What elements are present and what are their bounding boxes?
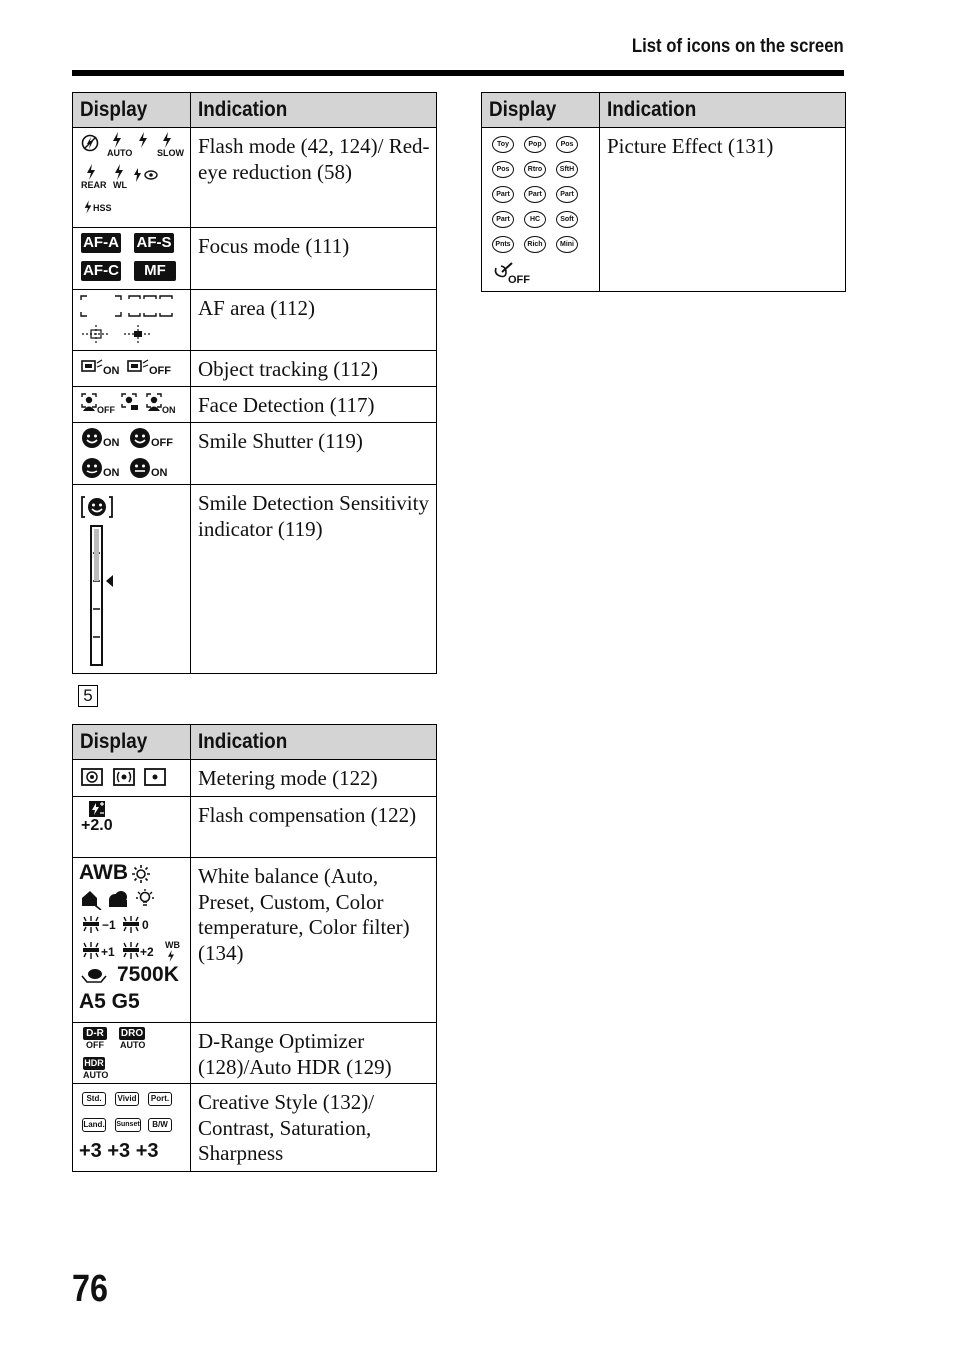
style-vivid-icon: Vivid [115, 1092, 139, 1106]
object-tracking-off-label: OFF [149, 365, 171, 377]
wb-fluor-0-label: 0 [142, 918, 149, 932]
effect-partial-color-yellow-icon: Part [492, 211, 514, 228]
effect-posterization-bw-icon: Pos [492, 161, 514, 178]
picture-effect-indication: Picture Effect (131) [600, 128, 846, 292]
effect-rich-tone-mono-icon: Rich [524, 236, 546, 253]
wb-flash-icon [166, 950, 176, 962]
wb-fluorescent-0-icon [121, 916, 141, 934]
smile-normal-on-label: ON [103, 467, 120, 479]
wb-awb-label: AWB [79, 861, 128, 884]
white-balance-indication: White balance (Auto, Preset, Custom, Color temperature, Color filter) (134) [191, 858, 437, 1023]
dro-auto-label: AUTO [120, 1040, 146, 1050]
flash-compensation-value: +2.0 [81, 817, 113, 834]
hdr-auto-label: AUTO [83, 1070, 109, 1080]
flash-slow-label: SLOW [157, 148, 184, 158]
hdr-auto-icon: HDR [84, 1058, 104, 1068]
af-area-wide-icon [79, 294, 123, 318]
wb-fluor-plus1-label: +1 [101, 945, 115, 959]
smile-normal-on-icon [81, 457, 103, 479]
creative-style-indication: Creative Style (132)/ Contrast, Saturation, Sharpness [191, 1084, 437, 1172]
smile-shutter-display [73, 423, 191, 485]
icons-table-right [481, 92, 846, 292]
style-standard-icon: Std. [82, 1092, 106, 1106]
smile-sensitivity-icon [81, 495, 113, 519]
flash-rear-label: REAR [81, 180, 107, 190]
flash-wl-label: WL [113, 180, 127, 190]
smile-shutter-indication: Smile Shutter (119) [191, 423, 437, 485]
smile-slight-on-label: ON [151, 467, 168, 479]
flash-hss-icon [83, 200, 93, 214]
face-detection-on-icon [146, 393, 162, 411]
focus-af-s-icon: AF-S [134, 233, 174, 253]
smile-off-icon [129, 427, 151, 449]
wb-tungsten-icon [135, 888, 155, 908]
flash-compensation-indication: Flash compensation (122) [191, 797, 437, 858]
effect-toy-camera-icon: Toy [492, 136, 514, 153]
smile-sensitivity-display [73, 485, 191, 674]
af-area-indication: AF area (112) [191, 290, 437, 351]
af-area-spot-icon [81, 324, 111, 344]
metering-mode-display [73, 760, 191, 797]
effect-pop-color-icon: Pop [524, 136, 546, 153]
style-sunset-icon: Sunset [115, 1118, 141, 1132]
effect-miniature-icon: Mini [556, 236, 578, 253]
object-tracking-indication: Object tracking (112) [191, 351, 437, 387]
face-detection-indication: Face Detection (117) [191, 387, 437, 423]
column-header-indication: Indication [191, 725, 437, 760]
dr-off-label: OFF [86, 1040, 104, 1050]
style-landscape-icon: Land. [82, 1118, 106, 1132]
focus-af-a-icon: AF-A [81, 233, 121, 253]
page-number: 76 [72, 1268, 108, 1310]
focus-af-c-icon: AF-C [81, 261, 121, 281]
flash-mode-indication: Flash mode (42, 124)/ Red-eye reduction (58) [191, 128, 437, 228]
object-tracking-on-icon [81, 359, 103, 375]
object-tracking-on-label: ON [103, 365, 120, 377]
header-rule [72, 70, 844, 76]
flash-auto-label: AUTO [107, 148, 133, 158]
column-header-display: Display [73, 725, 191, 760]
icons-table-section-5 [72, 724, 437, 1172]
smile-on-label: ON [103, 437, 120, 449]
wb-custom-icon [81, 966, 107, 984]
flash-compensation-display [73, 797, 191, 858]
flash-wireless-icon [113, 164, 125, 180]
wb-fluor-minus1-label: −1 [102, 918, 116, 932]
column-header-indication: Indication [191, 93, 437, 128]
metering-center-icon [113, 768, 135, 786]
wb-shade-icon [81, 890, 103, 910]
effect-soft-high-key-icon: SftH [556, 161, 578, 178]
flash-off-icon [81, 134, 99, 152]
flash-hss-label: HSS [93, 203, 112, 213]
effect-retro-photo-icon: Rtro [524, 161, 546, 178]
sensitivity-bar-icon [89, 525, 119, 667]
style-adjustment-values: +3 +3 +3 [79, 1140, 159, 1162]
column-header-indication: Indication [600, 93, 846, 128]
focus-mode-indication: Focus mode (111) [191, 228, 437, 290]
style-portrait-icon: Port. [148, 1092, 172, 1106]
wb-cloudy-icon [107, 890, 129, 908]
smile-off-label: OFF [151, 437, 173, 449]
metering-multi-icon [81, 768, 103, 786]
wb-fluor-plus2-label: +2 [140, 945, 154, 959]
d-range-display [73, 1023, 191, 1084]
d-range-indication: D-Range Optimizer (128)/Auto HDR (129) [191, 1023, 437, 1084]
flash-mode-display [73, 128, 191, 228]
wb-fluorescent-icon [81, 916, 101, 934]
wb-color-temperature: 7500K [117, 963, 179, 986]
face-detection-off-icon [81, 393, 97, 411]
af-area-display [73, 290, 191, 351]
effect-painting-hdr-icon: Pnts [492, 236, 514, 253]
object-tracking-off-icon [127, 359, 149, 375]
flash-auto-icon [111, 132, 123, 148]
flash-slow-icon [161, 132, 173, 148]
effect-high-contrast-mono-icon: HC [524, 211, 546, 228]
wb-fluorescent-plus1-icon [81, 942, 101, 960]
smile-slight-on-icon [129, 457, 151, 479]
effect-partial-color-red-icon: Part [492, 186, 514, 203]
flash-fill-icon [137, 132, 149, 148]
af-area-zone-icon [128, 294, 174, 318]
flash-rear-icon [85, 164, 97, 180]
column-header-display: Display [73, 93, 191, 128]
face-detection-on-label: ON [162, 405, 176, 415]
white-balance-display [73, 858, 191, 1023]
focus-mode-display [73, 228, 191, 290]
effect-soft-focus-icon: Soft [556, 211, 578, 228]
dr-off-icon: D-R [83, 1027, 107, 1040]
object-tracking-display [73, 351, 191, 387]
focus-mf-icon: MF [134, 261, 176, 281]
af-area-local-icon [123, 324, 153, 344]
wb-fluorescent-plus2-icon [121, 942, 141, 960]
metering-mode-indication: Metering mode (122) [191, 760, 437, 797]
red-eye-icon [133, 168, 159, 182]
dro-auto-icon: DRO [120, 1028, 144, 1039]
flash-compensation-icon [89, 801, 105, 817]
face-registered-icon [121, 393, 139, 411]
picture-effect-display [482, 128, 600, 292]
smile-sensitivity-indication: Smile Detection Sensitivity indicator (119) [191, 485, 437, 674]
wb-flash-label: WB [165, 940, 180, 950]
face-detection-display [73, 387, 191, 423]
wb-color-filter: A5 G5 [79, 990, 140, 1013]
icons-table-left [72, 92, 437, 674]
effect-partial-color-green-icon: Part [524, 186, 546, 203]
effect-partial-color-blue-icon: Part [556, 186, 578, 203]
effect-off-label: OFF [508, 274, 530, 286]
metering-spot-icon [144, 768, 166, 786]
column-header-display: Display [482, 93, 600, 128]
face-detection-off-label: OFF [97, 405, 115, 415]
smile-on-icon [81, 427, 103, 449]
wb-daylight-icon [131, 864, 151, 884]
page-header-title: List of icons on the screen [632, 36, 844, 57]
section-number: 5 [78, 685, 98, 707]
creative-style-display [73, 1084, 191, 1172]
effect-posterization-color-icon: Pos [556, 136, 578, 153]
style-bw-icon: B/W [148, 1118, 172, 1132]
